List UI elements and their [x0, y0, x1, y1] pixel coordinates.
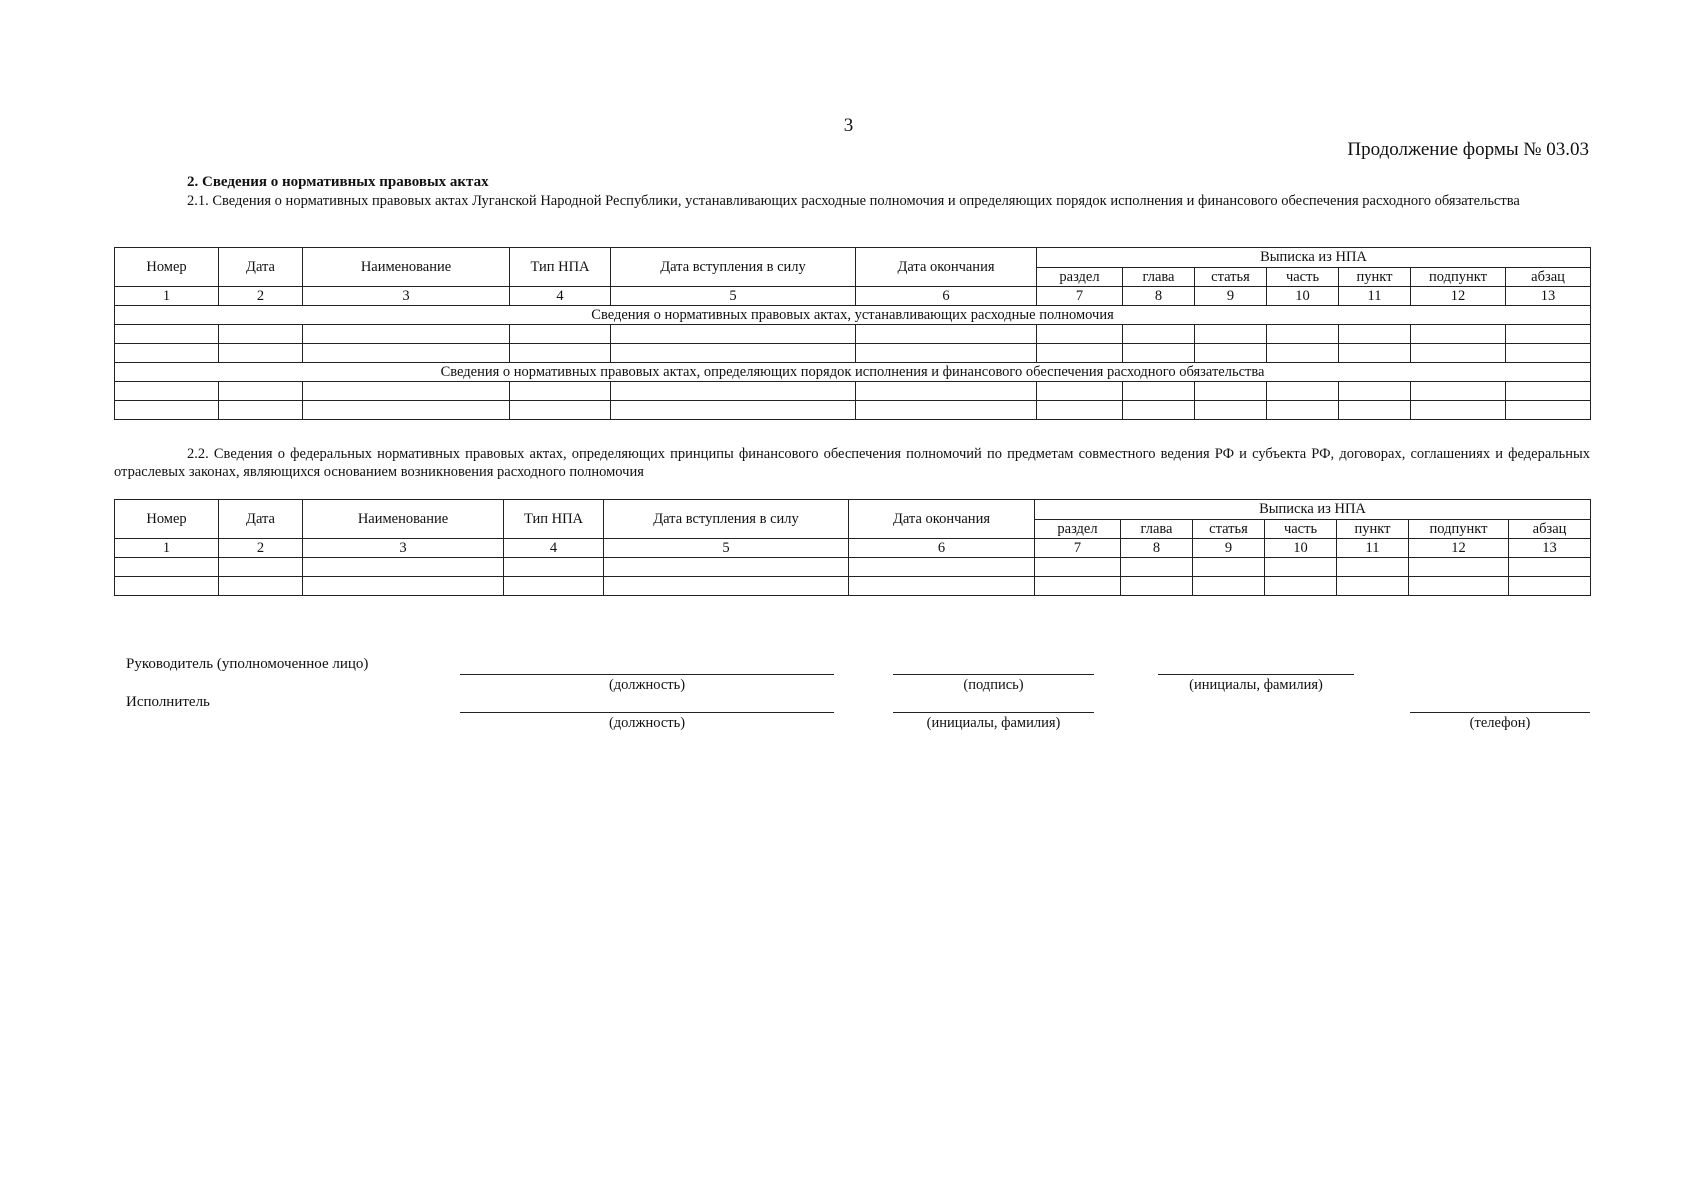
table-cell[interactable]: [1339, 344, 1411, 363]
header-data: Дата: [219, 500, 303, 539]
col-number: 8: [1123, 287, 1195, 306]
header-naimenovanie: Наименование: [303, 500, 504, 539]
table-cell[interactable]: [504, 577, 604, 596]
table-cell[interactable]: [115, 401, 219, 420]
table-cell[interactable]: [856, 401, 1037, 420]
table-cell[interactable]: [611, 401, 856, 420]
header-chast: часть: [1265, 519, 1337, 539]
table-cell[interactable]: [1339, 401, 1411, 420]
table-cell[interactable]: [1337, 577, 1409, 596]
table-row: [115, 577, 1591, 596]
table-cell[interactable]: [1123, 325, 1195, 344]
table-cell[interactable]: [1411, 401, 1506, 420]
header-statya: статья: [1195, 267, 1267, 287]
header-tip-npa: Тип НПА: [510, 248, 611, 287]
table-cell[interactable]: [115, 558, 219, 577]
table-cell[interactable]: [1035, 558, 1121, 577]
header-abzac: абзац: [1509, 519, 1591, 539]
header-tip-npa: Тип НПА: [504, 500, 604, 539]
column-numbers-row: [115, 539, 1591, 558]
head-initials-caption: (инициалы, фамилия): [1189, 677, 1323, 693]
header-data-vstupleniya: Дата вступления в силу: [611, 248, 856, 287]
table-row: [115, 382, 1591, 401]
table-cell[interactable]: [1339, 382, 1411, 401]
executor-initials-line[interactable]: [893, 712, 1094, 713]
paragraph-2-2: 2.2. Сведения о федеральных нормативных правовых актах, определяющих принципы финансового обеспечения полномочий по предметам совместного ведения РФ и субъекта РФ, договорах, соглашениях и федеральных отраслевых законах, являющихся основанием возникновения расходного полномочия: [114, 446, 1590, 480]
col-number: 13: [1509, 539, 1591, 558]
table-cell[interactable]: [856, 325, 1037, 344]
table-cell[interactable]: [1123, 382, 1195, 401]
table-cell[interactable]: [219, 401, 303, 420]
head-initials-line[interactable]: [1158, 674, 1354, 675]
col-number: 5: [611, 287, 856, 306]
head-signature-line[interactable]: [893, 674, 1094, 675]
table-cell[interactable]: [219, 382, 303, 401]
header-data-okonchaniya: Дата окончания: [856, 248, 1037, 287]
executor-position-line[interactable]: [460, 712, 834, 713]
col-number: 9: [1193, 539, 1265, 558]
table-npa-lnr: [114, 247, 1591, 420]
table-cell[interactable]: [1506, 401, 1591, 420]
table-cell[interactable]: [1037, 382, 1123, 401]
table-cell[interactable]: [303, 344, 510, 363]
col-number: 11: [1339, 287, 1411, 306]
table-cell[interactable]: [510, 344, 611, 363]
header-podpunkt: подпункт: [1411, 267, 1506, 287]
col-number: 3: [303, 539, 504, 558]
col-number: 10: [1265, 539, 1337, 558]
table-cell[interactable]: [219, 325, 303, 344]
section-title: 2. Сведения о нормативных правовых актах: [187, 174, 489, 190]
table-cell[interactable]: [1121, 577, 1193, 596]
table-cell[interactable]: [1037, 344, 1123, 363]
page-number: 3: [843, 115, 854, 136]
table-cell[interactable]: [1339, 325, 1411, 344]
col-number: 6: [856, 287, 1037, 306]
table-cell[interactable]: [510, 325, 611, 344]
paragraph-2-1: 2.1. Сведения о нормативных правовых актах Луганской Народной Республики, устанавливающих расходные полномочия и определяющих порядок исполнения и финансового обеспечения расходного обязательства: [187, 193, 1520, 209]
table-cell[interactable]: [849, 577, 1035, 596]
col-number: 3: [303, 287, 510, 306]
header-vypiska: Выписка из НПА: [1035, 500, 1591, 520]
table-cell[interactable]: [1195, 382, 1267, 401]
header-nomer: Номер: [115, 248, 219, 287]
col-number: 12: [1409, 539, 1509, 558]
col-number: 7: [1035, 539, 1121, 558]
table-cell[interactable]: [1506, 382, 1591, 401]
table-cell[interactable]: [1411, 325, 1506, 344]
header-razdel: раздел: [1035, 519, 1121, 539]
head-signature-caption: (подпись): [963, 677, 1024, 693]
col-number: 13: [1506, 287, 1591, 306]
table-cell[interactable]: [303, 382, 510, 401]
table-cell[interactable]: [1409, 558, 1509, 577]
head-label: Руководитель (уполномоченное лицо): [126, 656, 369, 672]
table-cell[interactable]: [1267, 344, 1339, 363]
table-cell[interactable]: [115, 344, 219, 363]
executor-phone-line[interactable]: [1410, 712, 1590, 713]
table-row: [115, 401, 1591, 420]
table-cell[interactable]: [1506, 344, 1591, 363]
table-cell[interactable]: [1193, 558, 1265, 577]
executor-initials-caption: (инициалы, фамилия): [926, 715, 1061, 731]
col-number: 10: [1267, 287, 1339, 306]
executor-position-caption: (должность): [608, 715, 686, 731]
table-cell[interactable]: [219, 344, 303, 363]
table-cell[interactable]: [1195, 401, 1267, 420]
table-cell[interactable]: [1035, 577, 1121, 596]
table-cell[interactable]: [303, 325, 510, 344]
column-numbers-row: [115, 287, 1591, 306]
table-cell[interactable]: [1037, 325, 1123, 344]
table-cell[interactable]: [1123, 344, 1195, 363]
table-cell[interactable]: [1267, 382, 1339, 401]
header-data-vstupleniya: Дата вступления в силу: [604, 500, 849, 539]
table-row: [115, 325, 1591, 344]
table-cell[interactable]: [510, 401, 611, 420]
table-npa-federal: [114, 499, 1591, 596]
col-number: 2: [219, 539, 303, 558]
table-cell[interactable]: [1267, 325, 1339, 344]
table-cell[interactable]: [219, 558, 303, 577]
table-cell[interactable]: [303, 577, 504, 596]
table-cell[interactable]: [1409, 577, 1509, 596]
table-cell[interactable]: [1337, 558, 1409, 577]
header-punkt: пункт: [1339, 267, 1411, 287]
table-cell[interactable]: [219, 577, 303, 596]
table-cell[interactable]: [1411, 382, 1506, 401]
header-glava: глава: [1121, 519, 1193, 539]
col-number: 11: [1337, 539, 1409, 558]
header-data-okonchaniya: Дата окончания: [849, 500, 1035, 539]
table-cell[interactable]: [1506, 325, 1591, 344]
table-cell[interactable]: [849, 558, 1035, 577]
table-cell[interactable]: [115, 325, 219, 344]
table-cell[interactable]: [856, 344, 1037, 363]
header-data: Дата: [219, 248, 303, 287]
col-number: 1: [115, 287, 219, 306]
table-cell[interactable]: [611, 344, 856, 363]
col-number: 8: [1121, 539, 1193, 558]
col-number: 7: [1037, 287, 1123, 306]
header-abzac: абзац: [1506, 267, 1591, 287]
col-number: 1: [115, 539, 219, 558]
header-nomer: Номер: [115, 500, 219, 539]
header-statya: статья: [1193, 519, 1265, 539]
table-cell[interactable]: [303, 558, 504, 577]
table-cell[interactable]: [1265, 558, 1337, 577]
executor-label: Исполнитель: [126, 694, 210, 710]
table-cell[interactable]: [1037, 401, 1123, 420]
table-cell[interactable]: [115, 577, 219, 596]
table-cell[interactable]: [856, 382, 1037, 401]
table-cell[interactable]: [1121, 558, 1193, 577]
col-number: 2: [219, 287, 303, 306]
table-cell[interactable]: [1509, 558, 1591, 577]
table-cell[interactable]: [115, 382, 219, 401]
group-row-polnomochiya: Сведения о нормативных правовых актах, устанавливающих расходные полномочия: [115, 306, 1591, 325]
header-podpunkt: подпункт: [1409, 519, 1509, 539]
table-cell[interactable]: [611, 325, 856, 344]
header-vypiska: Выписка из НПА: [1037, 248, 1591, 268]
col-number: 12: [1411, 287, 1506, 306]
executor-phone-caption: (телефон): [1469, 715, 1531, 731]
table-cell[interactable]: [611, 382, 856, 401]
table-cell[interactable]: [1411, 344, 1506, 363]
header-punkt: пункт: [1337, 519, 1409, 539]
header-naimenovanie: Наименование: [303, 248, 510, 287]
head-position-line[interactable]: [460, 674, 834, 675]
table-cell[interactable]: [1123, 401, 1195, 420]
header-chast: часть: [1267, 267, 1339, 287]
table-cell[interactable]: [510, 382, 611, 401]
table-cell[interactable]: [604, 558, 849, 577]
table-cell[interactable]: [1195, 325, 1267, 344]
head-position-caption: (должность): [608, 677, 686, 693]
col-number: 5: [604, 539, 849, 558]
col-number: 9: [1195, 287, 1267, 306]
header-glava: глава: [1123, 267, 1195, 287]
col-number: 4: [510, 287, 611, 306]
table-row: [115, 344, 1591, 363]
table-cell[interactable]: [1267, 401, 1339, 420]
table-cell[interactable]: [1509, 577, 1591, 596]
table-cell[interactable]: [303, 401, 510, 420]
table-row: [115, 558, 1591, 577]
table-cell[interactable]: [1265, 577, 1337, 596]
group-row-finansirovanie: Сведения о нормативных правовых актах, определяющих порядок исполнения и финансового обеспечения расходного обязательства: [115, 363, 1591, 382]
col-number: 6: [849, 539, 1035, 558]
table-cell[interactable]: [1193, 577, 1265, 596]
table-cell[interactable]: [1195, 344, 1267, 363]
table-cell[interactable]: [604, 577, 849, 596]
col-number: 4: [504, 539, 604, 558]
table-cell[interactable]: [504, 558, 604, 577]
header-razdel: раздел: [1037, 267, 1123, 287]
form-continuation: Продолжение формы № 03.03: [1347, 139, 1589, 160]
